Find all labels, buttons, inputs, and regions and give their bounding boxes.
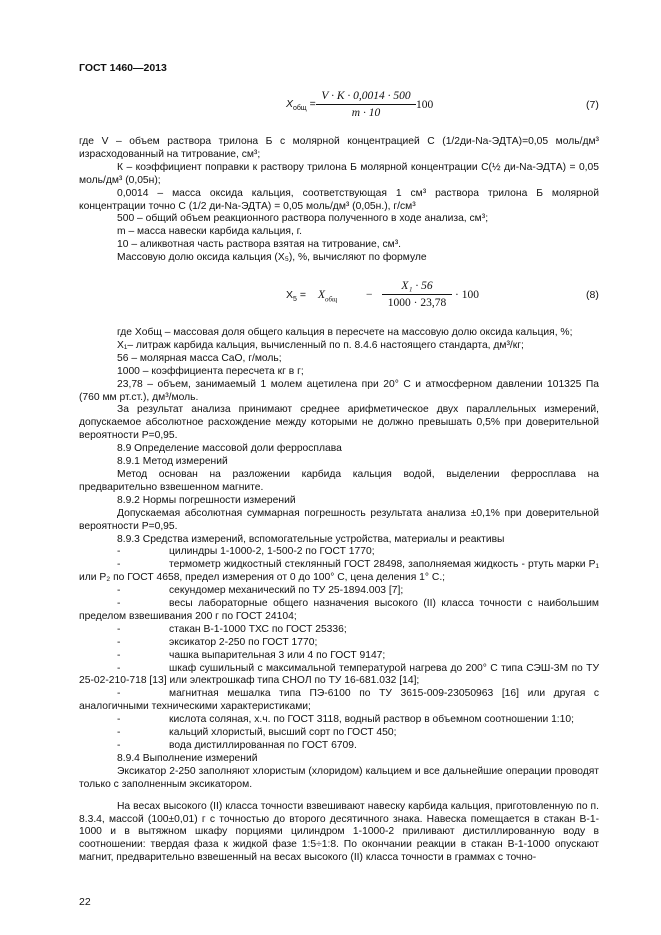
- bullet-dash: -: [117, 598, 121, 610]
- bullet-dash: -: [117, 740, 121, 751]
- paragraph: 1000 – коэффициента пересчета кг в г;: [117, 365, 304, 377]
- list-item-text: кислота соляная, х.ч. по ГОСТ 3118, водный раствор в объемном соотношении 1:10;: [169, 714, 574, 726]
- paragraph: где Xобщ – массовая доля общего кальция в пересчете на массовую долю оксида кальция, %;: [117, 327, 573, 338]
- paragraph: 56 – молярная масса CaO, г/моль;: [117, 352, 282, 364]
- list-item-text: чашка выпарительная 3 или 4 по ГОСТ 9147;: [169, 649, 386, 661]
- list-item: [79, 688, 599, 714]
- section-heading: 8.9.1 Метод измерений: [117, 456, 228, 468]
- document-body: [79, 136, 599, 265]
- formula-8-lhs-sub: 5: [293, 296, 297, 304]
- paragraph: Эксикатор 2-250 заполняют хлористым (хлоридом) кальцием и все дальнейшие операции проводят только с заполненным эксикатором.: [79, 765, 599, 790]
- list-item: [79, 624, 599, 637]
- bullet-dash: -: [117, 546, 121, 558]
- formula-8-fraction-bar: [382, 294, 452, 295]
- formula-7-lhs-sub: общ: [293, 105, 307, 113]
- formula-8-denominator: 1000 · 23,78: [387, 297, 447, 309]
- paragraph: На весах высокого (II) класса точности взвешивают навеску карбида кальция, приготовленную по п. 8.3.4, массой (100±0,01) г с точностью до второго десятичного знака. Навеска помещается в стакан В-1-1000 и в вытяжном шкафу порциями цилиндром 1-1000-2 приливают дистиллированную воду в соотношении: твердая фаза к жидкой фазе 1:5÷1:8. По окончании реакции в стакан В-1-1000 опускают магнит, предварительно взвешенный на весах высокого (II) класса точности в граммах с точно-: [79, 800, 599, 864]
- section-heading: 8.9.2 Нормы погрешности измерений: [117, 494, 296, 506]
- formula-7-lhs: [286, 98, 316, 113]
- paragraph: где V – объем раствора трилона Б с молярной концентрацией С (1/2ди-Na-ЭДТА)=0,05 моль/дм³ израсходованный на титрование, см³;: [79, 136, 599, 160]
- list-item-text: цилиндры 1-1000-2, 1-500-2 по ГОСТ 1770;: [169, 546, 375, 558]
- formula-8-minus: −: [366, 289, 373, 301]
- section-heading: 8.9.4 Выполнение измерений: [117, 752, 258, 764]
- formula-7-fraction: [316, 90, 416, 119]
- list-item: [79, 598, 599, 624]
- bullet-dash: -: [117, 662, 121, 674]
- bullet-dash: -: [117, 636, 121, 648]
- list-item: [79, 714, 599, 727]
- paragraph: X₁– литраж карбида кальция, вычисленный по п. 8.4.6 настоящего стандарта, дм³/кг;: [117, 339, 524, 351]
- list-item: [79, 663, 599, 689]
- bullet-dash: -: [117, 649, 121, 661]
- bullet-dash: -: [117, 585, 121, 597]
- formula-8-number: (8): [586, 289, 599, 301]
- paragraph: Массовую долю оксида кальция (X₅), %, вычисляют по формуле: [117, 252, 427, 264]
- formula-7-lhs-var: X: [286, 98, 294, 110]
- bullet-dash: -: [117, 714, 121, 726]
- list-item-text: стакан В-1-1000 ТХС по ГОСТ 25336;: [169, 623, 347, 635]
- paragraph: Метод основан на разложении карбида кальция водой, выделении ферросплава на предварительно взвешенном магните.: [79, 468, 599, 493]
- paragraph: За результат анализа принимают среднее арифметическое двух параллельных измерений, допускаемое абсолютное расхождение между которыми не должно превышать 0,5% при доверительной вероятности P=0,95.: [79, 404, 599, 442]
- list-item: [79, 650, 599, 663]
- list-item: [79, 740, 599, 753]
- page-number: 22: [79, 896, 91, 908]
- bullet-dash: -: [117, 559, 121, 571]
- formula-7-number: (7): [586, 99, 599, 111]
- formula-8-numerator: X₁ · 56: [401, 280, 433, 292]
- bullet-dash: -: [117, 727, 121, 739]
- bullet-dash: -: [117, 688, 121, 700]
- paragraph: 0,0014 – масса оксида кальция, соответствующая 1 см³ раствора трилона Б молярной концентрации точно С (1/2 ди-Na-ЭДТА) = 0,05 моль/дм³ (0,05н.), г/см³: [79, 187, 599, 212]
- paragraph: m – масса навески карбида кальция, г.: [117, 226, 303, 238]
- list-item-text: эксикатор 2-250 по ГОСТ 1770;: [169, 636, 318, 648]
- list-item-text: термометр жидкостный стеклянный ГОСТ 28498, заполняемая жидкость - ртуть марки Р₁ или Р₂ по ГОСТ 4658, предел измерения от 0 до 100° С, цена деления 1° С.;: [79, 559, 599, 584]
- list-item-text: секундомер механический по ТУ 25-1894.003 [7];: [169, 585, 404, 597]
- formula-8-term1-var: X: [318, 289, 326, 301]
- list-item: [79, 546, 599, 559]
- paragraph-spacer: [79, 792, 599, 801]
- document-body-continued: [79, 327, 599, 865]
- page-header: ГОСТ 1460—2013: [79, 62, 167, 74]
- formula-8-lhs-var: X: [286, 289, 294, 301]
- list-item: [79, 727, 599, 740]
- formula-8-term1: [318, 289, 338, 304]
- formula-8-term1-sub: общ: [325, 295, 338, 304]
- formula-8-multiplier: · 100: [455, 289, 479, 301]
- formula-7-multiplier: 100: [416, 99, 434, 111]
- formula-8-eq: =: [296, 289, 306, 301]
- list-item: [79, 637, 599, 650]
- section-heading: 8.9 Определение массовой доли ферросплава: [117, 443, 342, 455]
- list-item-text: весы лабораторные общего назначения высокого (II) класса точности с наибольшим пределом взвешивания 200 г по ГОСТ 24104;: [79, 598, 599, 622]
- paragraph: К – коэффициент поправки к раствору трилона Б молярной концентрации С(½ ди-Na-ЭДТА) = 0,05 моль/дм³ (0,05н);: [79, 161, 599, 186]
- section-heading: 8.9.3 Средства измерений, вспомогательные устройства, материалы и реактивы: [117, 533, 505, 545]
- formula-8-fraction: [382, 280, 452, 309]
- formula-7-eq: =: [306, 98, 316, 110]
- formula-7-fraction-bar: [316, 104, 416, 105]
- list-item-text: магнитная мешалка типа ПЭ-6100 по ТУ 3615-009-23050963 [16] или другая с аналогичными техническими характеристиками;: [79, 688, 599, 713]
- list-item-text: вода дистиллированная по ГОСТ 6709.: [169, 740, 357, 751]
- list-item: [79, 559, 599, 585]
- paragraph: 10 – аликвотная часть раствора взятая на титрование, см³.: [117, 239, 402, 251]
- bullet-dash: -: [117, 623, 121, 635]
- list-item-text: кальций хлористый, высший сорт по ГОСТ 450;: [169, 727, 397, 739]
- paragraph: 500 – общий объем реакционного раствора полученного в ходе анализа, см³;: [117, 213, 489, 225]
- formula-7-denominator: m · 10: [351, 107, 381, 119]
- paragraph: Допускаемая абсолютная суммарная погрешность результата анализа ±0,1% при доверительной вероятности P=0,95.: [79, 507, 599, 532]
- paragraph: 23,78 – объем, занимаемый 1 молем ацетилена при 20° С и атмосферном давлении 101325 Па (760 мм рт.ст.), дм³/моль.: [79, 378, 599, 403]
- formula-8-lhs: [286, 289, 306, 304]
- list-item-text: шкаф сушильный с максимальной температурой нагрева до 200° С типа СЭШ-3М по ТУ 25-02-210-718 [13] или электрошкаф типа СНОЛ по ТУ 16-681.032 [14];: [79, 662, 599, 687]
- list-item: [79, 585, 599, 598]
- formula-7-numerator: V · K · 0,0014 · 500: [321, 90, 411, 102]
